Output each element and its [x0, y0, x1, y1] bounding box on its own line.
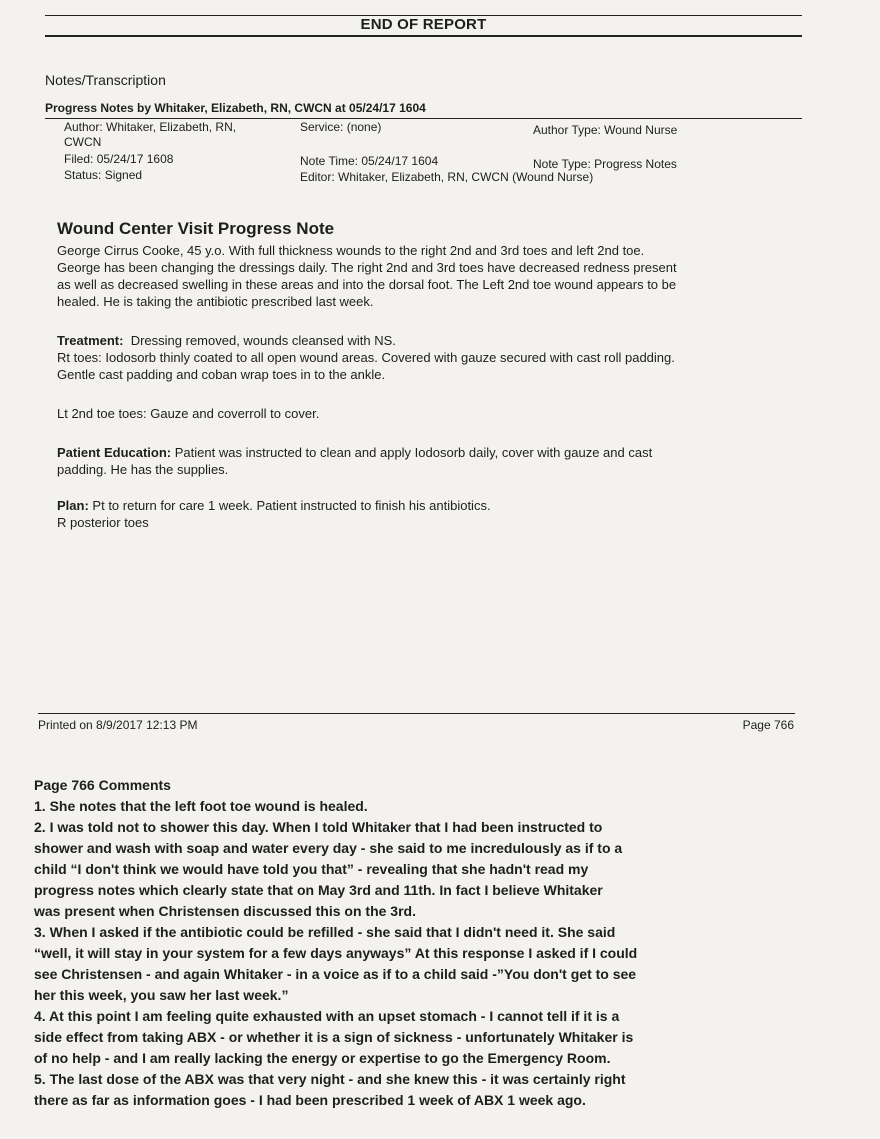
author-value: Whitaker, Elizabeth, RN, — [106, 120, 237, 134]
editor-label: Editor: — [300, 170, 335, 184]
author-type-value: Wound Nurse — [604, 123, 678, 137]
education-line: Patient was instructed to clean and apply Iodosorb daily, cover with gauze and cast — [174, 445, 653, 460]
service-field — [300, 120, 381, 135]
comments-section — [34, 775, 834, 1111]
author-type-field — [533, 123, 677, 138]
treatment-section — [57, 332, 817, 383]
comment-line: 1. She notes that the left foot toe wound is healed. — [34, 798, 368, 814]
editor-field — [300, 170, 593, 185]
education-label: Patient Education: — [57, 445, 172, 460]
author-label: Author: — [64, 120, 103, 134]
author-value-cont: CWCN — [64, 135, 102, 149]
status-label: Status: — [64, 168, 102, 182]
education-line: padding. He has the supplies. — [57, 462, 229, 477]
printed-date: Printed on 8/9/2017 12:13 PM — [38, 718, 198, 732]
comment-line: of no help - and I am really lacking the energy or expertise to go the Emergency Room. — [34, 1050, 611, 1066]
footer-rule — [38, 713, 795, 714]
page-number: Page 766 — [742, 718, 794, 732]
service-value: (none) — [346, 120, 382, 134]
comment-line: 3. When I asked if the antibiotic could be refilled - she said that I didn't need it. She said — [34, 924, 616, 940]
comment-line: progress notes which clearly state that on May 3rd and 11th. In fact I believe Whitaker — [34, 882, 603, 898]
status-value: Signed — [104, 168, 143, 182]
comment-line: her this week, you saw her last week.” — [34, 987, 289, 1003]
note-intro — [57, 242, 817, 310]
comment-line: child “I don't think we would have told you that” - revealing that she hadn't read my — [34, 861, 589, 877]
comment-line: there as far as information goes - I had been prescribed 1 week of ABX 1 week ago. — [34, 1092, 586, 1108]
filed-label: Filed: — [64, 152, 94, 166]
comment-line: 5. The last dose of the ABX was that very night - and she knew this - it was certainly right — [34, 1071, 626, 1087]
author-field — [64, 120, 236, 150]
editor-value: Whitaker, Elizabeth, RN, CWCN (Wound Nurse) — [338, 170, 594, 184]
education-section — [57, 444, 817, 478]
note-time-label: Note Time: — [300, 154, 359, 168]
treatment-label: Treatment: — [57, 333, 124, 348]
intro-line: as well as decreased swelling in these areas and into the dorsal foot. The Left 2nd toe wound appears to be — [57, 277, 677, 292]
plan-line: Pt to return for care 1 week. Patient instructed to finish his antibiotics. — [92, 498, 491, 513]
plan-label: Plan: — [57, 498, 89, 513]
treatment-line: Dressing removed, wounds cleansed with NS. — [130, 333, 396, 348]
end-of-report-bottom-rule — [45, 35, 802, 37]
end-of-report-title: END OF REPORT — [360, 16, 487, 33]
note-type-value: Progress Notes — [594, 157, 677, 171]
comment-line: “well, it will stay in your system for a few days anyways” At this response I asked if I could — [34, 945, 638, 961]
status-field — [64, 168, 142, 183]
note-type-label: Note Type: — [533, 157, 591, 171]
intro-line: George has been changing the dressings daily. The right 2nd and 3rd toes have decreased redness present — [57, 260, 677, 275]
comment-line: see Christensen - and again Whitaker - in a voice as if to a child said -”You don't get to see — [34, 966, 637, 982]
comment-line: side effect from taking ABX - or whether it is a sign of sickness - unfortunately Whitaker is — [34, 1029, 634, 1045]
treatment-line: Rt toes: Iodosorb thinly coated to all open wound areas. Covered with gauze secured with cast roll padding. — [57, 350, 675, 365]
service-label: Service: — [300, 120, 344, 134]
filed-field — [64, 152, 173, 167]
note-time-value: 05/24/17 1604 — [361, 154, 439, 168]
comment-line: shower and wash with soap and water every day - she said to me incredulously as if to a — [34, 840, 623, 856]
filed-value: 05/24/17 1608 — [96, 152, 174, 166]
author-type-label: Author Type: — [533, 123, 601, 137]
note-type-field — [533, 157, 677, 172]
section-title: Notes/Transcription — [45, 72, 166, 88]
comment-line: 4. At this point I am feeling quite exhausted with an upset stomach - I cannot tell if it is a — [34, 1008, 620, 1024]
comment-line: was present when Christensen discussed this on the 3rd. — [34, 903, 416, 919]
intro-line: George Cirrus Cooke, 45 y.o. With full thickness wounds to the right 2nd and 3rd toes and left 2nd toe. — [57, 243, 645, 258]
intro-line: healed. He is taking the antibiotic prescribed last week. — [57, 294, 374, 309]
plan-line: R posterior toes — [57, 515, 149, 530]
plan-section — [57, 497, 817, 531]
comment-line: 2. I was told not to shower this day. When I told Whitaker that I had been instructed to — [34, 819, 603, 835]
note-header-rule — [45, 118, 802, 119]
comments-title: Page 766 Comments — [34, 777, 171, 793]
treatment-line: Gentle cast padding and coban wrap toes in to the ankle. — [57, 367, 386, 382]
note-time-field — [300, 154, 438, 169]
note-header: Progress Notes by Whitaker, Elizabeth, RN, CWCN at 05/24/17 1604 — [45, 101, 426, 115]
lt-toe-line: Lt 2nd toe toes: Gauze and coverroll to cover. — [57, 406, 320, 421]
note-title: Wound Center Visit Progress Note — [57, 219, 335, 238]
